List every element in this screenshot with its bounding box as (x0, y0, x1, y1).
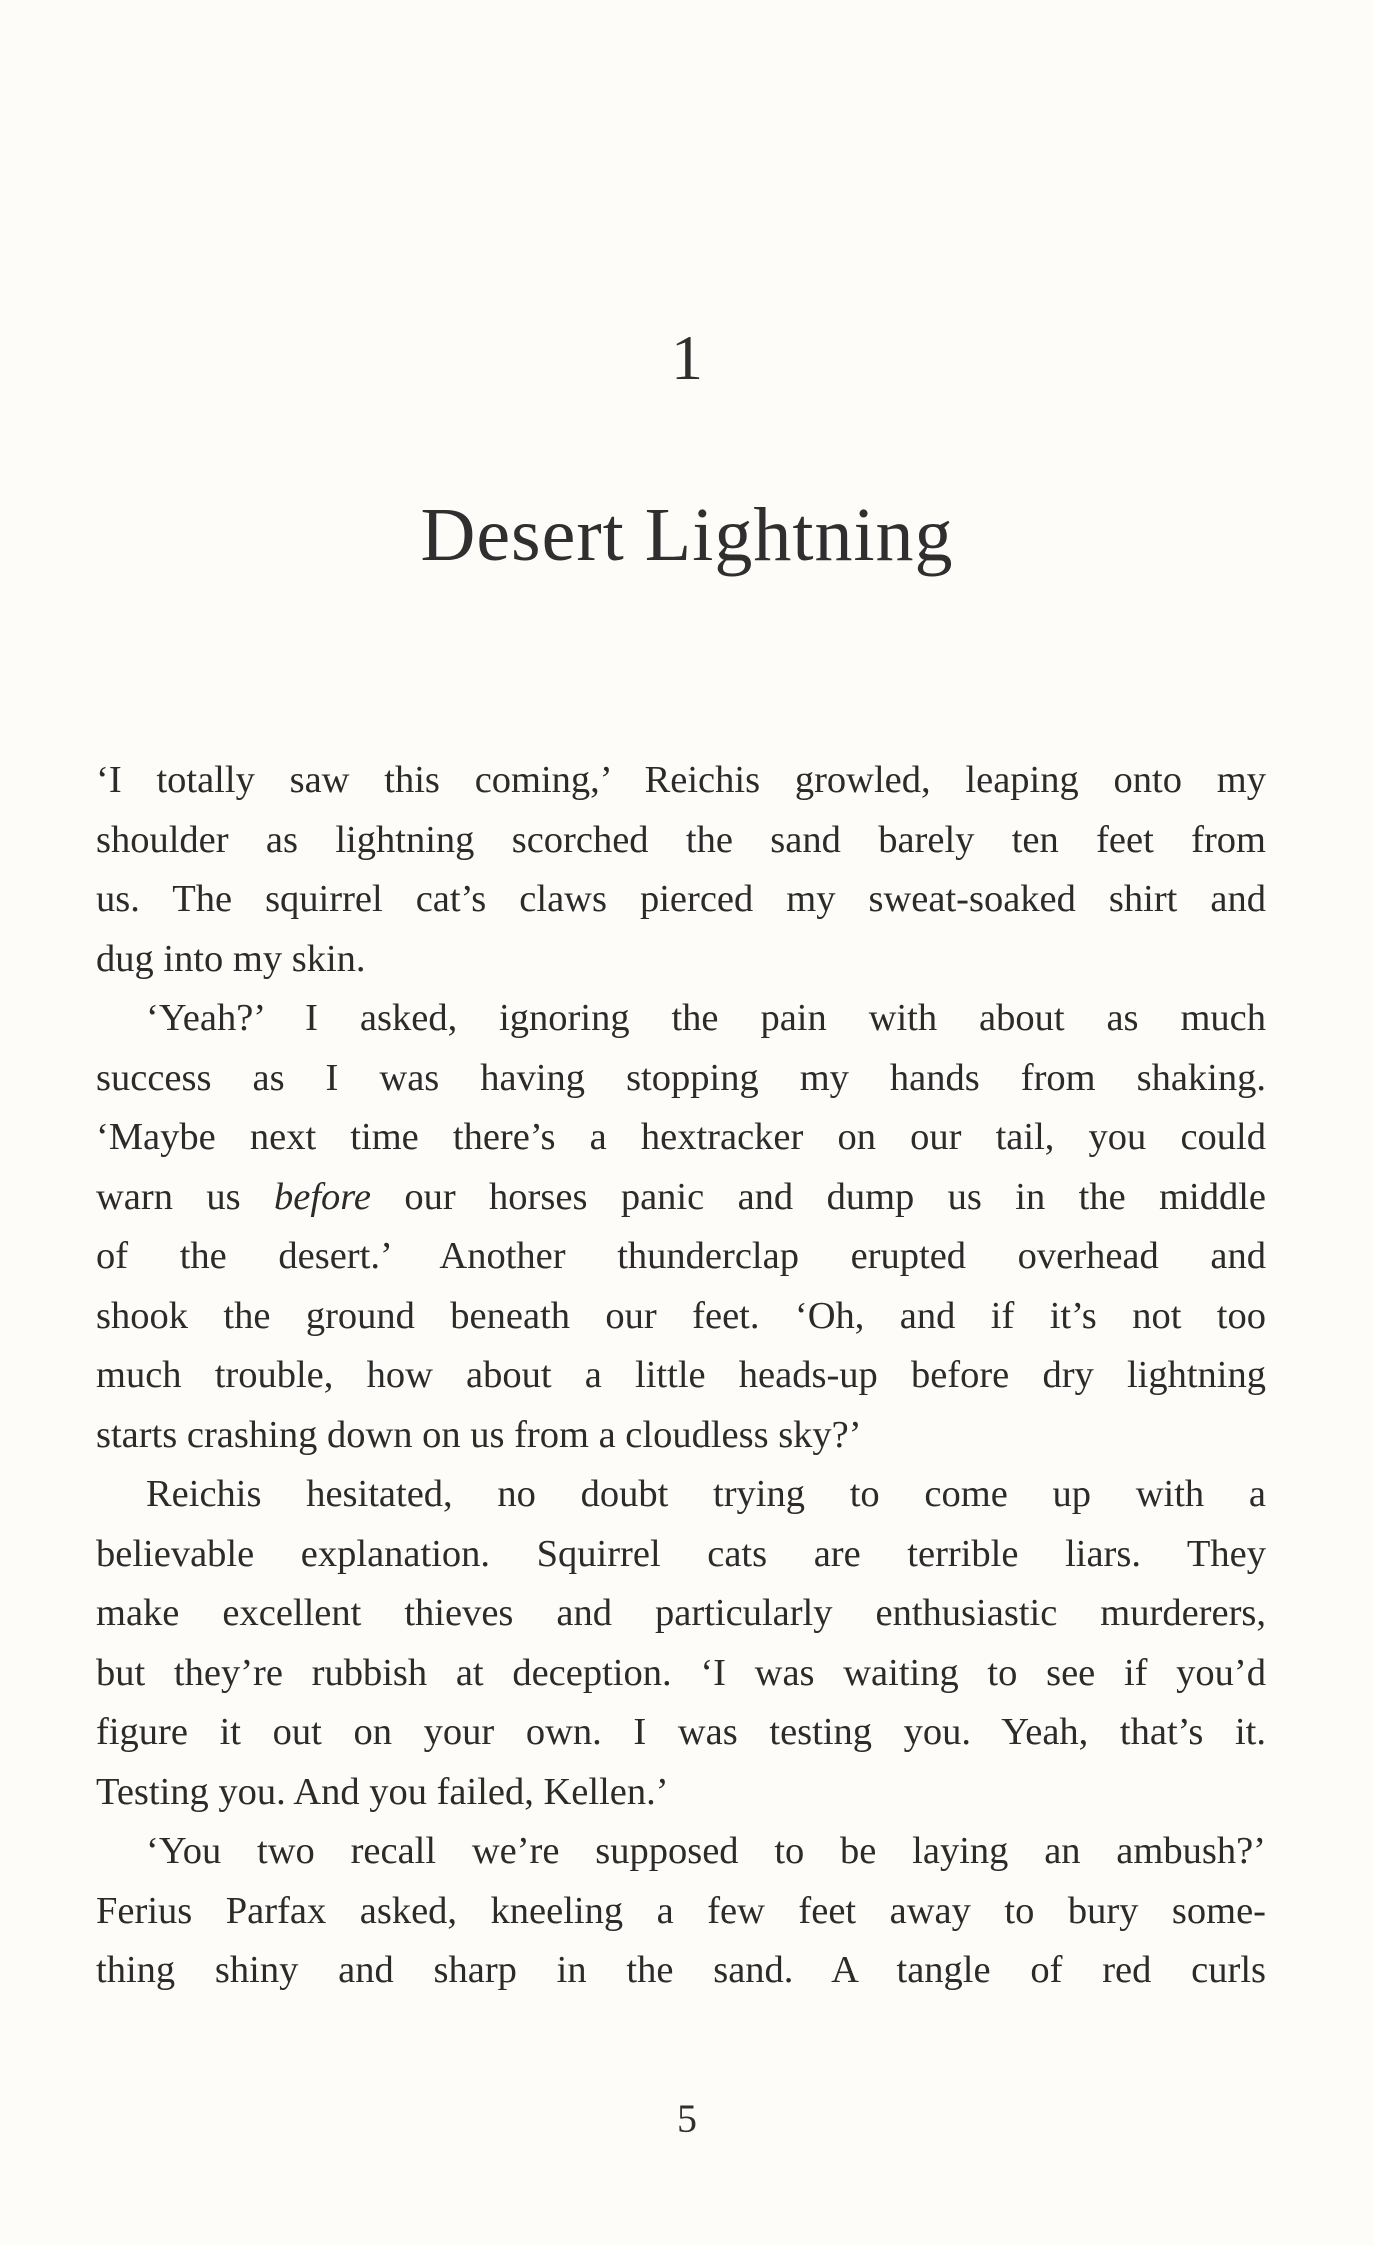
text-line: starts crashing down on us from a cloudless sky?’ (96, 1413, 862, 1456)
chapter-body-text (96, 751, 1266, 2001)
text-line: but they’re rubbish at deception. ‘I was waiting to see if you’d (96, 1651, 1266, 1694)
text-line: shook the ground beneath our feet. ‘Oh, and if it’s not too (96, 1294, 1266, 1337)
text-line: thing shiny and sharp in the sand. A tangle of red curls (96, 1949, 1266, 1991)
text-line: dug into my skin. (96, 937, 366, 980)
text-line: us. The squirrel cat’s claws pierced my sweat-soaked shirt and (96, 878, 1266, 920)
page-number: 5 (677, 2096, 697, 2141)
text-line: ‘You two recall we’re supposed to be laying an ambush?’ (146, 1830, 1266, 1872)
text-line: ‘Yeah?’ I asked, ignoring the pain with about as much (146, 997, 1266, 1039)
text-line: make excellent thieves and particularly enthusiastic murderers, (96, 1592, 1266, 1634)
text-line: Ferius Parfax asked, kneeling a few feet away to bury some- (96, 1889, 1266, 1932)
chapter-title: Desert Lightning (420, 493, 954, 577)
chapter-number: 1 (671, 322, 703, 393)
text-line: of the desert.’ Another thunderclap erupted overhead and (96, 1235, 1266, 1277)
text-segment: our horses panic and dump us in the middle (370, 1175, 1266, 1218)
text-line: Reichis hesitated, no doubt trying to come up with a (146, 1473, 1266, 1515)
text-segment: warn us (96, 1175, 274, 1218)
text-line (96, 1168, 1266, 1228)
emphasized-word: before (274, 1175, 371, 1218)
text-line: believable explanation. Squirrel cats are terrible liars. They (96, 1532, 1266, 1575)
text-line: much trouble, how about a little heads-up before dry lightning (96, 1354, 1266, 1396)
text-line: ‘I totally saw this coming,’ Reichis growled, leaping onto my (96, 759, 1266, 801)
text-line: ‘Maybe next time there’s a hextracker on our tail, you could (96, 1116, 1266, 1158)
text-line: success as I was having stopping my hands from shaking. (96, 1056, 1266, 1099)
text-line: figure it out on your own. I was testing you. Yeah, that’s it. (96, 1711, 1266, 1753)
text-line: shoulder as lightning scorched the sand barely ten feet from (96, 818, 1266, 861)
text-line: Testing you. And you failed, Kellen.’ (96, 1770, 669, 1813)
